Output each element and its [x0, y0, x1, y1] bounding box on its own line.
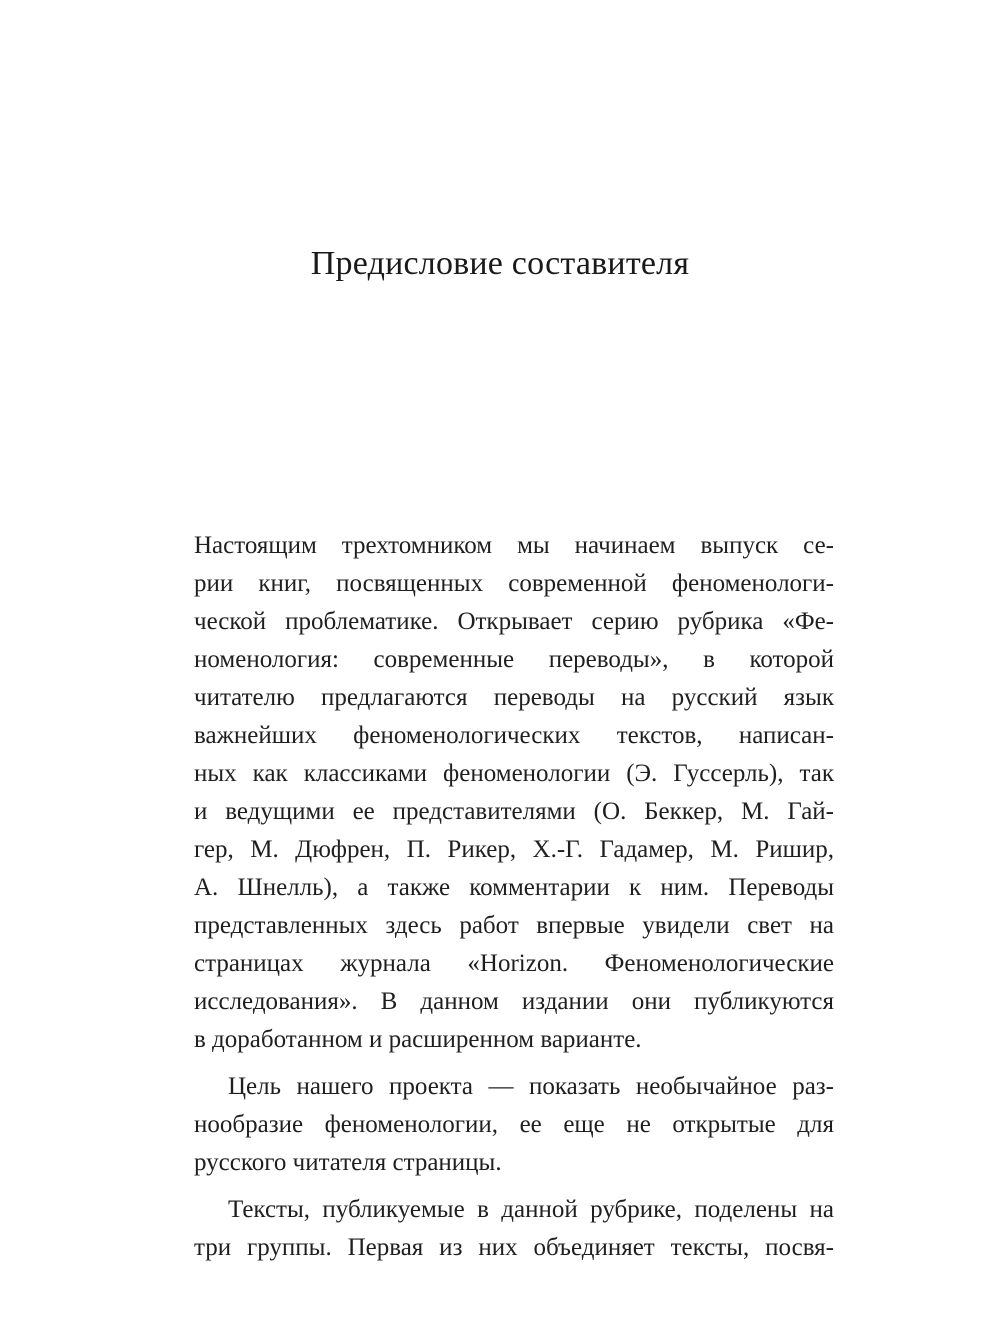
text-line: представленных здесь работ впервые увидели свет на: [194, 912, 834, 939]
text-line: Тексты, публикуемые в данной рубрике, поделены на: [228, 1196, 834, 1223]
text-line: читателю предлагаются переводы на русский язык: [194, 684, 834, 711]
text-line: Настоящим трехтомником мы начинаем выпуск се-: [194, 532, 834, 559]
text-line: исследования». В данном издании они публикуются: [194, 988, 834, 1015]
paragraph-2: [194, 1068, 834, 1182]
text-line: ных как классиками феноменологии (Э. Гуссерль), так: [194, 760, 834, 787]
text-line: и ведущими ее представителями (О. Беккер, М. Гай-: [194, 798, 834, 825]
paragraph-gap: [194, 1182, 834, 1191]
paragraph-3: [194, 1191, 834, 1267]
text-line: страницах журнала «Horizon. Феноменологические: [194, 950, 834, 977]
text-line: русского читателя страницы.: [194, 1149, 502, 1176]
text-line: Цель нашего проекта — показать необычайное раз-: [228, 1073, 834, 1100]
text-line: важнейших феноменологических текстов, написан-: [194, 722, 834, 749]
text-line: три группы. Первая из них объединяет тексты, посвя-: [194, 1234, 834, 1261]
paragraph-gap: [194, 1059, 834, 1068]
text-line: ческой проблематике. Открывает серию рубрика «Фе-: [194, 608, 834, 635]
page-title: Предисловие составителя: [310, 245, 690, 282]
paragraph-1: [194, 527, 834, 1059]
text-line: в доработанном и расширенном варианте.: [194, 1026, 642, 1053]
text-line: номенология: современные переводы», в которой: [194, 646, 834, 673]
text-line: рии книг, посвященных современной феноменологи-: [194, 570, 834, 597]
text-line: нообразие феноменологии, ее еще не открытые для: [194, 1111, 834, 1138]
body-text: [194, 527, 834, 1267]
text-line: А. Шнелль), а также комментарии к ним. Переводы: [194, 874, 834, 901]
text-line: гер, М. Дюфрен, П. Рикер, Х.-Г. Гадамер, М. Ришир,: [194, 836, 834, 863]
